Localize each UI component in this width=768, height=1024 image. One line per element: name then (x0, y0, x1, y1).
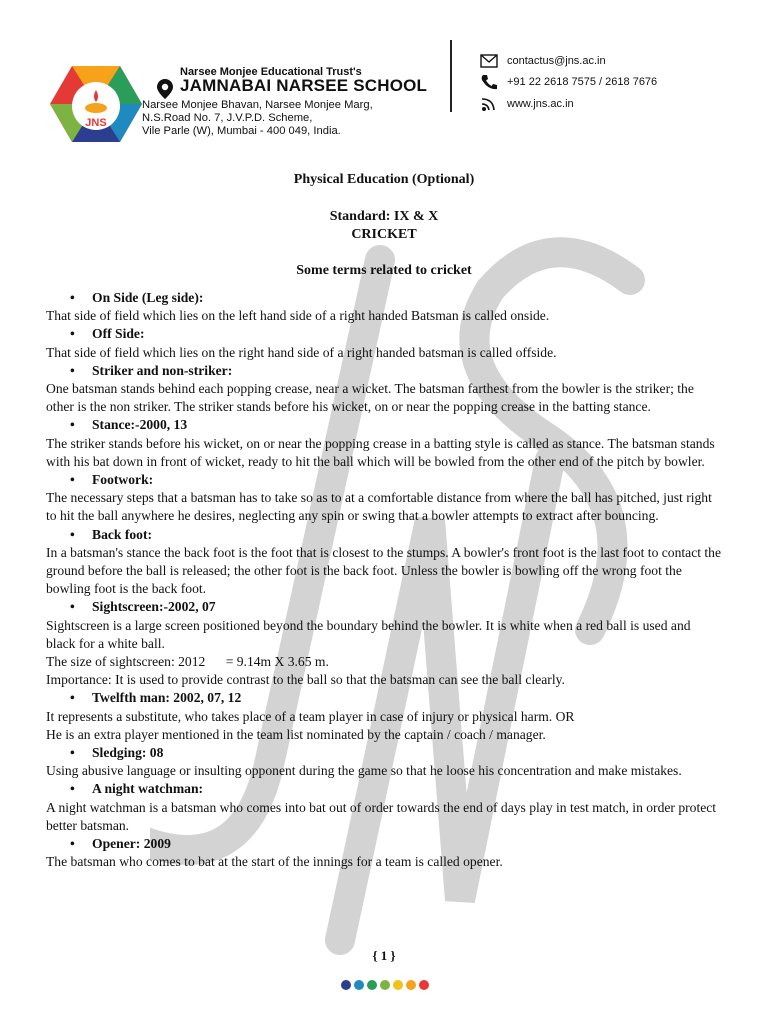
term-definition: The striker stands before his wicket, on or near the popping crease in a batting style is called as stance. The batsman stands with his bat down in front of wicket, ready to hit the ball which will be bowled from the other end of the pitch by bowler. (46, 435, 715, 469)
term-definition: One batsman stands behind each popping crease, near a wicket. The batsman farthest from the bowler is the striker; the other is the non striker. The striker stands before his wicket, on or near the popping crease in the batting stance. (46, 381, 694, 415)
term-definition: That side of field which lies on the right hand side of a right handed batsman is called offside. (46, 344, 557, 360)
term-definition: It represents a substitute, who takes place of a team player in case of injury or physical harm. OR (46, 708, 575, 724)
term-heading: • Off Side: (70, 326, 145, 342)
school-address (142, 99, 373, 138)
term-definition: The necessary steps that a batsman has to take so as to at a comfortable distance from where the ball has pitched, just right to hit the ball anywhere he desires, neglecting any spin or swing that a bowler attempts to extract after bouncing. (46, 490, 712, 524)
website-text[interactable]: www.jns.ac.in (507, 98, 574, 110)
contact-email[interactable] (480, 53, 606, 69)
term-definition: That side of field which lies on the left hand side of a right handed Batsman is called onside. (46, 308, 550, 324)
page-number: { 1 } (372, 948, 396, 963)
term-heading: • Sledging: 08 (70, 745, 164, 761)
term-definition: Sightscreen is a large screen positioned beyond the boundary behind the bowler. It is white when a red ball is used and black for a white ball. (46, 617, 691, 651)
school-name: JAMNABAI NARSEE SCHOOL (180, 76, 428, 95)
color-dot (367, 980, 377, 990)
term-definition: Importance: It is used to provide contrast to the ball so that the batsman can see the ball clearly. (46, 672, 565, 688)
term-heading: • On Side (Leg side): (70, 290, 204, 305)
sport-title: CRICKET (351, 227, 417, 242)
term-definition: The size of sightscreen: 2012 = 9.14m X 3.65 m. (46, 654, 329, 670)
email-text[interactable]: contactus@jns.ac.in (507, 55, 606, 67)
contact-phone[interactable] (480, 74, 657, 90)
envelope-icon (480, 53, 498, 69)
footer-color-dots (341, 980, 429, 990)
wifi-globe-icon (480, 96, 498, 112)
color-dot (419, 980, 429, 990)
section-title: Some terms related to cricket (296, 263, 472, 278)
color-dot (380, 980, 390, 990)
term-heading: • A night watchman: (70, 781, 204, 797)
term-heading: • Stance:-2000, 13 (70, 417, 188, 433)
term-definition: A night watchman is a batsman who comes into bat out of order towards the end of days play in test match, in order protect better batsman. (46, 799, 717, 833)
address-line: N.S.Road No. 7, J.V.P.D. Scheme, (142, 112, 313, 124)
contact-website[interactable] (480, 96, 574, 112)
term-definition: Using abusive language or insulting opponent during the game so that he loose his concentration and make mistakes. (46, 763, 682, 779)
term-heading: • Twelfth man: 2002, 07, 12 (70, 690, 242, 706)
term-definition: The batsman who comes to bat at the start of the innings for a team is called opener. (46, 854, 503, 870)
term-heading: • Footwork: (70, 472, 154, 488)
term-definition: In a batsman's stance the back foot is the foot that is closest to the stumps. A bowler's front foot is the last foot to contact the ground before the ball is released; the other foot is the back foot. Unless the bowler is bowling off the wrong foot the bowling foot is the back foot. (46, 544, 722, 597)
terms-list (46, 289, 722, 872)
location-pin-icon (156, 78, 174, 100)
term-definition: He is an extra player mentioned in the team list nominated by the captain / coach / manager. (46, 726, 546, 742)
subject-title: Physical Education (Optional) (293, 172, 475, 187)
address-line: Vile Parle (W), Mumbai - 400 049, India. (142, 125, 341, 137)
standard-title: Standard: IX & X (329, 209, 439, 224)
color-dot (406, 980, 416, 990)
address-line: Narsee Monjee Bhavan, Narsee Monjee Marg, (142, 99, 373, 111)
color-dot (354, 980, 364, 990)
school-logo (50, 64, 142, 144)
color-dot (341, 980, 351, 990)
phone-icon (480, 74, 498, 90)
phone-text: +91 22 2618 7575 / 2618 7676 (507, 76, 658, 88)
header-divider (450, 40, 452, 112)
trust-name: Narsee Monjee Educational Trust's (180, 66, 362, 78)
term-heading: • Back foot: (70, 526, 153, 542)
term-heading: • Sightscreen:-2002, 07 (70, 599, 216, 615)
logo-text: JNS (85, 117, 107, 129)
term-heading: • Striker and non-striker: (70, 362, 233, 378)
term-heading: • Opener: 2009 (70, 836, 171, 852)
color-dot (393, 980, 403, 990)
